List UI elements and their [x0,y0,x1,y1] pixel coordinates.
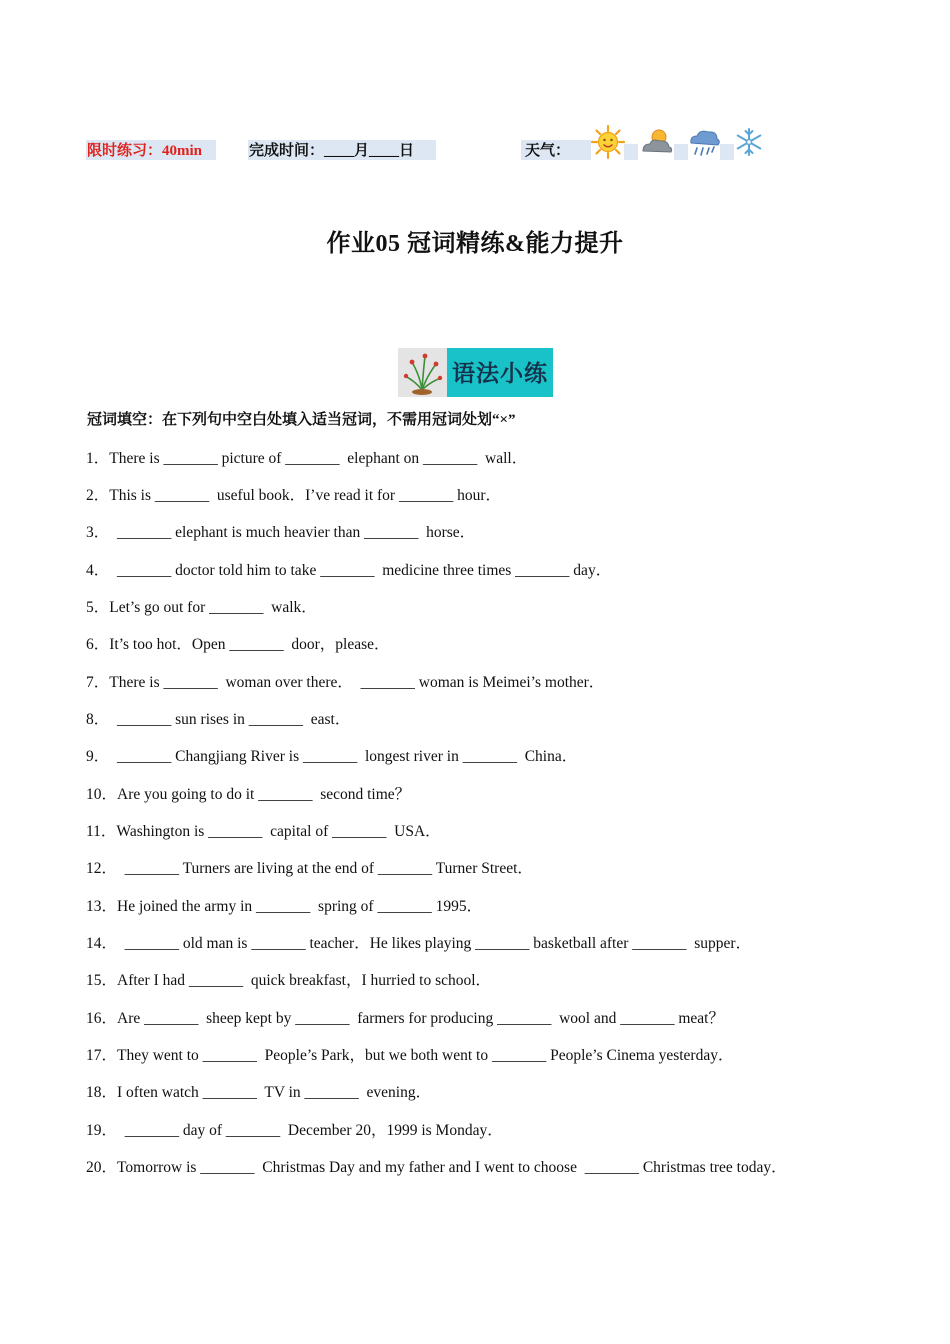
time-limit-label: 限时练习：40min [87,143,203,159]
question-item: 20．Tomorrow is _______ Christmas Day and my father and I went to choose _______ Christmas tree today． [86,1159,787,1176]
page-title: 作业05 冠词精练&能力提升 [326,231,624,257]
question-item: 14． _______ old man is _______ teacher．He likes playing _______ basketball after _______ supper． [86,935,752,952]
weather-label: 天气： [525,143,571,159]
question-item: 15．After I had _______ quick breakfast，I hurried to school． [86,972,492,989]
question-item: 1．There is _______ picture of _______ elephant on _______ wall． [86,450,528,467]
question-item: 18．I often watch _______ TV in _______ evening． [86,1084,432,1101]
question-item: 7．There is _______ woman over there． _______ woman is Meimei’s mother． [86,674,605,691]
question-item: 5．Let’s go out for _______ walk． [86,599,317,616]
exercise-instruction: 冠词填空：在下列句中空白处填入适当冠词，不需用冠词处划“×” [87,412,516,428]
question-item: 8． _______ sun rises in _______ east． [86,711,351,728]
partly-cloudy-icon[interactable] [638,124,674,160]
question-item: 3． _______ elephant is much heavier than _______ horse． [86,524,476,541]
header-bar-gap [216,140,248,160]
question-item: 6．It’s too hot．Open _______ door，please． [86,636,390,653]
question-item: 13．He joined the army in _______ spring of _______ 1995． [86,898,483,915]
question-item: 19． _______ day of _______ December 20，1999 is Monday． [86,1122,503,1139]
question-item: 4． _______ doctor told him to take _______ medicine three times _______ day． [86,562,612,579]
section-badge-label: 语法小练 [447,348,553,397]
section-badge [398,348,553,397]
plant-image [398,348,447,397]
question-item: 11．Washington is _______ capital of _______ USA． [86,823,441,840]
question-item: 17．They went to _______ People’s Park，but we both went to _______ People’s Cinema yesterday． [86,1047,734,1064]
sunny-icon[interactable] [590,124,626,160]
question-item: 12． _______ Turners are living at the end of _______ Turner Street． [86,860,533,877]
question-item: 10．Are you going to do it _______ second time？ [86,786,411,803]
question-item: 2．This is _______ useful book．I’ve read it for _______ hour． [86,487,501,504]
weather-icon-bg [624,144,638,160]
header-bar-gap [436,140,521,160]
question-item: 9． _______ Changjiang River is _______ longest river in _______ China． [86,748,578,765]
completion-time-field: 完成时间：____月____日 [249,143,415,159]
plant-icon [398,348,447,397]
rain-icon[interactable] [686,124,722,160]
snow-icon[interactable] [731,124,767,160]
question-item: 16．Are _______ sheep kept by _______ farmers for producing _______ wool and _______ meat？ [86,1010,724,1027]
